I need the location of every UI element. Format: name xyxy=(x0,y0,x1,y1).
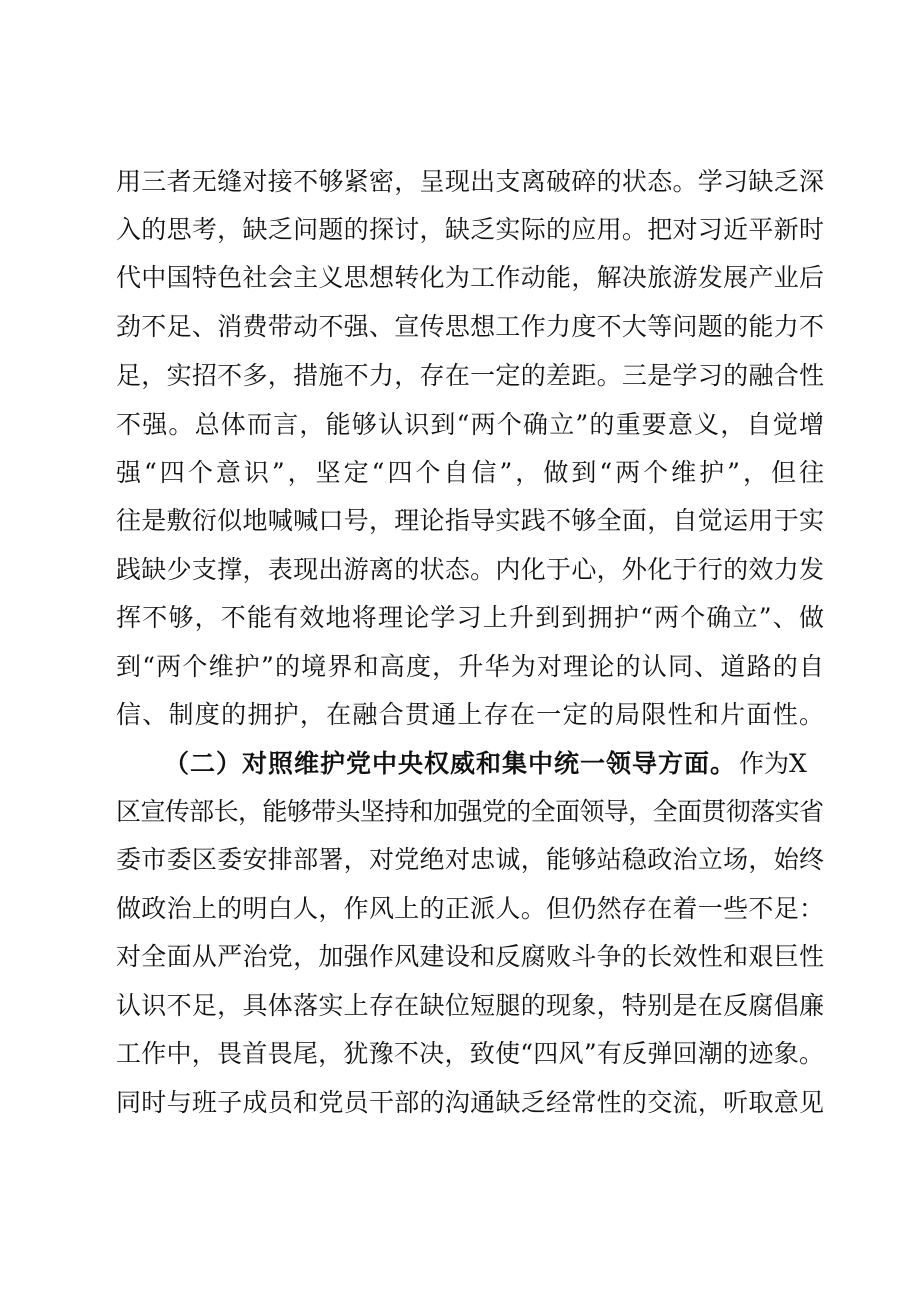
paragraph-2-line-5: 认识不足，具体落实上存在缺位短腿的现象，特别是在反腐倡廉 xyxy=(116,991,825,1020)
paragraph-2-line-2: 委市委区委安排部署，对党绝对忠诚，能够站稳政治立场，始终 xyxy=(116,845,825,874)
paragraph-1-line-10: 挥不够，不能有效地将理论学习上升到到拥护“两个确立”、做 xyxy=(116,603,826,632)
paragraph-1-line-4: 劲不足、消费带动不强、宣传思想工作力度不大等问题的能力不 xyxy=(116,312,825,341)
paragraph-1-line-11: 到“两个维护”的境界和高度，升华为对理论的认同、道路的自 xyxy=(116,652,826,681)
section-heading: （二）对照维护党中央权威和集中统一领导方面。 xyxy=(164,749,736,778)
paragraph-1-line-2: 入的思考，缺乏问题的探讨，缺乏实际的应用。把对习近平新时 xyxy=(116,215,825,244)
paragraph-2-line-6: 工作中，畏首畏尾，犹豫不决，致使“四风”有反弹回潮的迹象。 xyxy=(116,1039,825,1068)
paragraph-1-line-3: 代中国特色社会主义思想转化为工作动能，解决旅游发展产业后 xyxy=(116,263,825,292)
paragraph-1-line-8: 往是敷衍似地喊喊口号，理论指导实践不够全面，自觉运用于实 xyxy=(116,506,825,535)
paragraph-1-line-9: 践缺少支撑，表现出游离的状态。内化于心，外化于行的效力发 xyxy=(116,555,825,584)
paragraph-2-line-1: 区宣传部长，能够带头坚持和加强党的全面领导，全面贯彻落实省 xyxy=(116,797,824,826)
paragraph-1-line-1: 用三者无缝对接不够紧密，呈现出支离破碎的状态。学习缺乏深 xyxy=(116,167,825,196)
paragraph-1-line-7: 强“四个意识”，坚定“四个自信”，做到“两个维护”，但往 xyxy=(116,458,828,487)
paragraph-1-line-12: 信、制度的拥护，在融合贯通上存在一定的局限性和片面性。 xyxy=(116,700,826,729)
paragraph-2-line-3: 做政治上的明白人，作风上的正派人。但仍然存在着一些不足： xyxy=(116,894,825,923)
paragraph-2-line-4: 对全面从严治党，加强作风建设和反腐败斗争的长效性和艰巨性 xyxy=(116,942,825,971)
paragraph-2-heading-line xyxy=(0,740,920,788)
paragraph-1-line-5: 足，实招不多，措施不力，存在一定的差距。三是学习的融合性 xyxy=(116,361,825,390)
paragraph-2-line-7: 同时与班子成员和党员干部的沟通缺乏经常性的交流，听取意见 xyxy=(116,1088,825,1117)
section-heading-tail: 作为X xyxy=(739,749,807,778)
paragraph-1-line-6: 不强。总体而言，能够认识到“两个确立”的重要意义，自觉增 xyxy=(116,410,826,439)
